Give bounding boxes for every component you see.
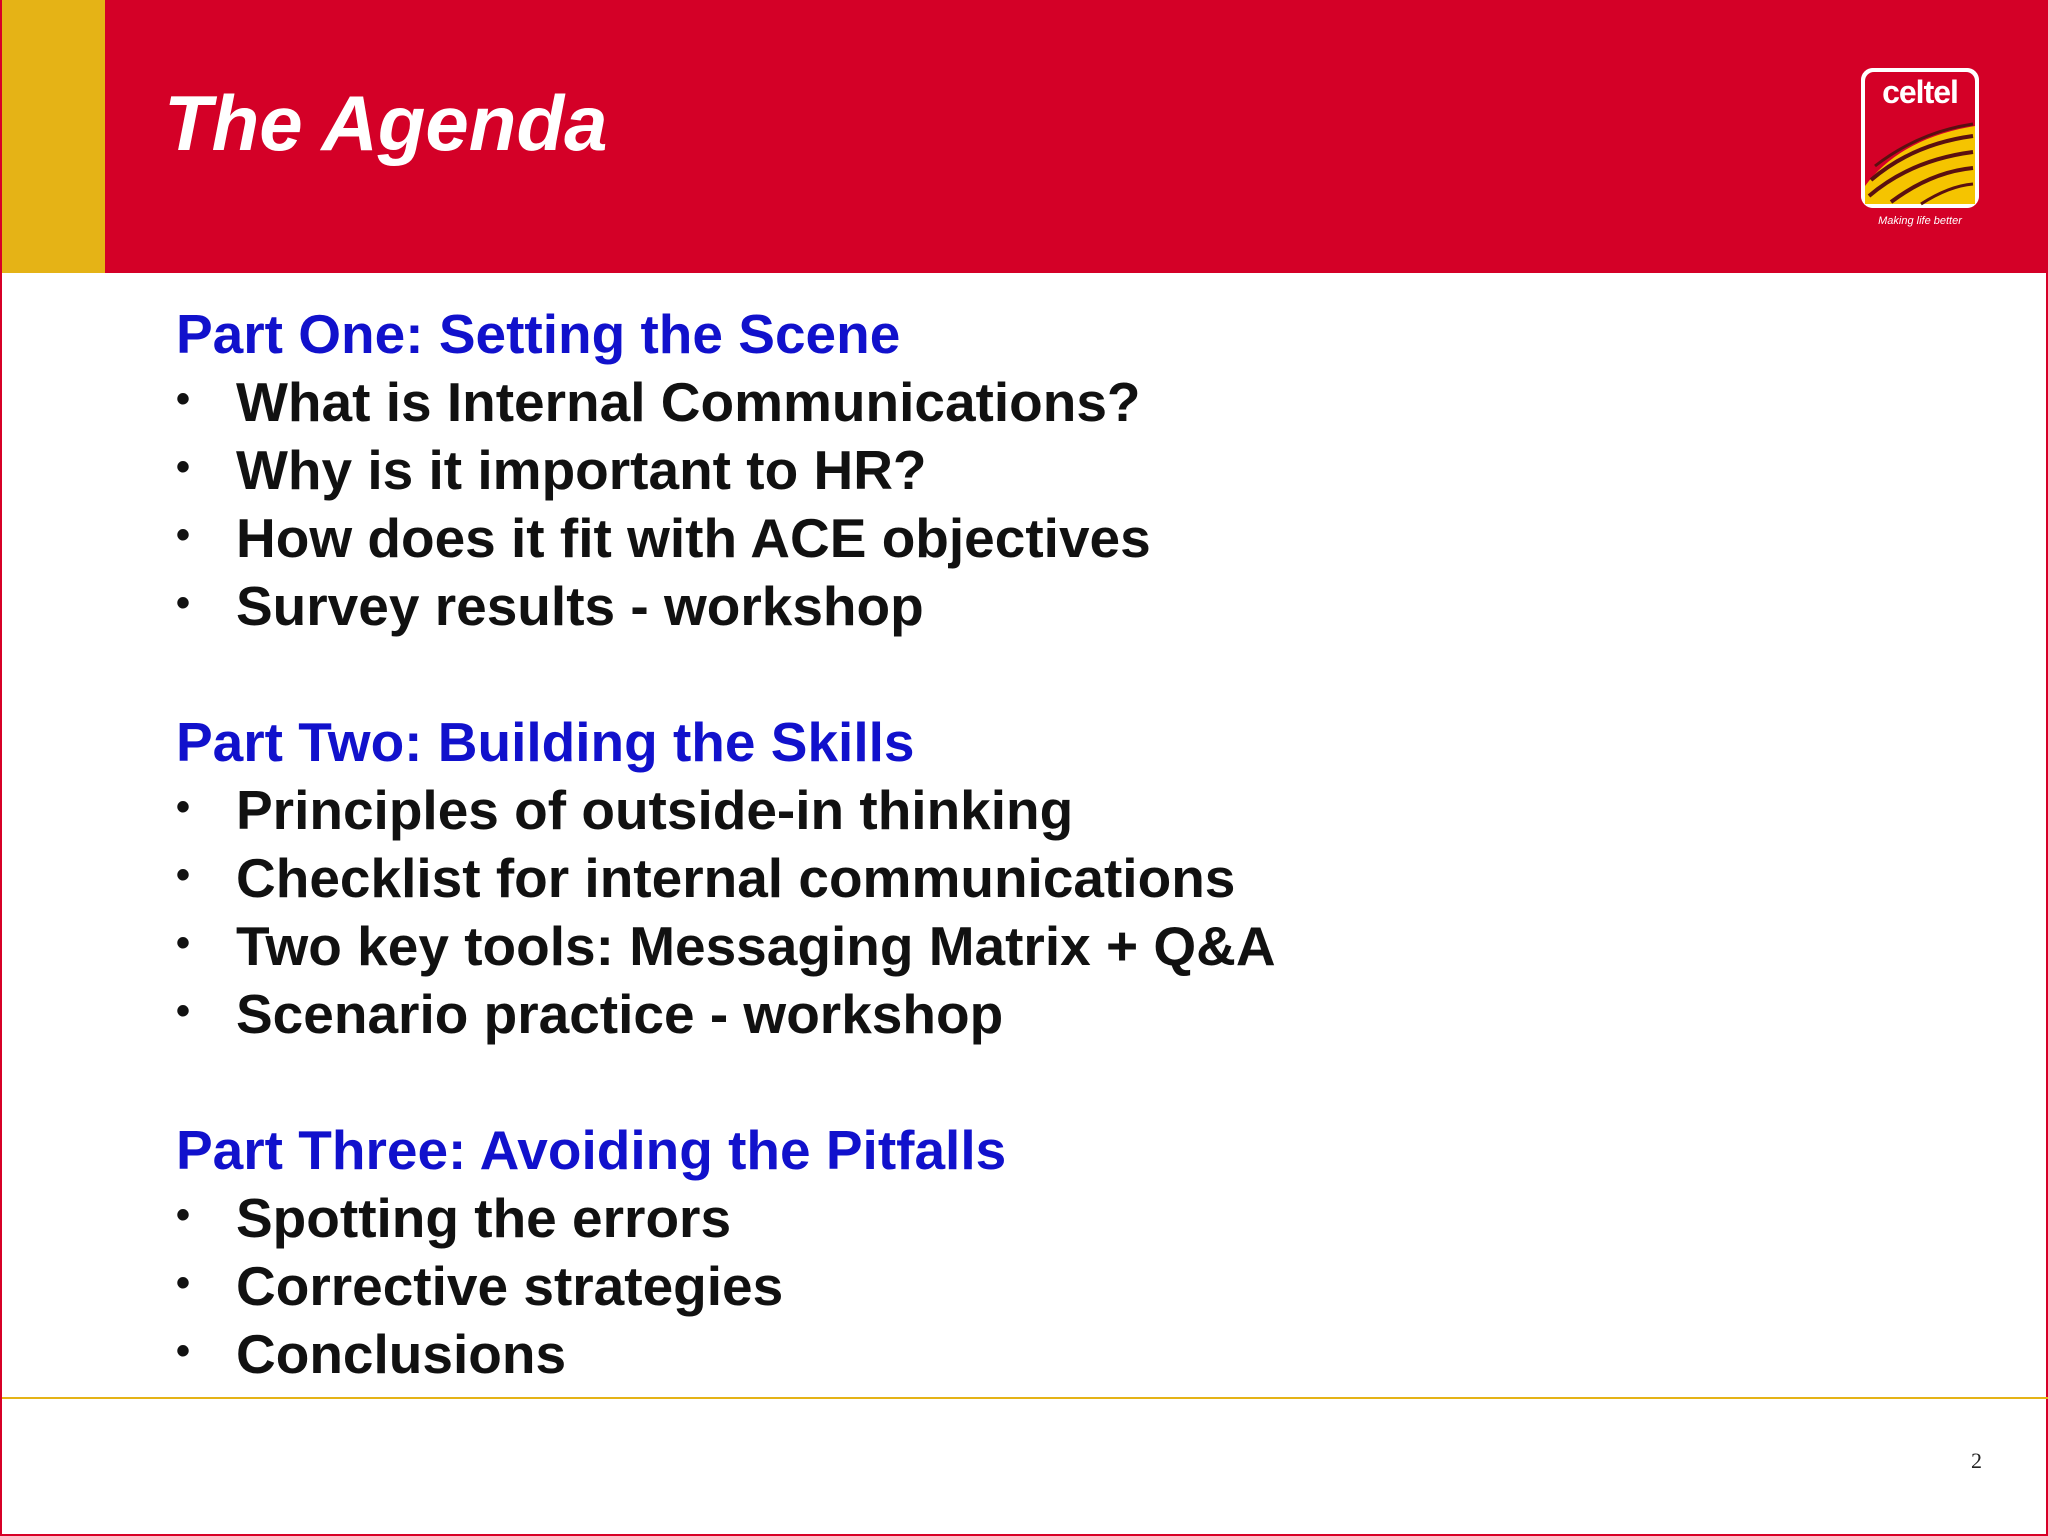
- agenda-content: [176, 300, 1876, 1456]
- bullet-item: [176, 368, 1876, 436]
- logo-tagline: Making life better: [1878, 215, 1962, 227]
- bullet-dot-icon: •: [176, 1193, 191, 1237]
- footer-divider: [2, 1397, 2048, 1399]
- bullet-dot-icon: •: [176, 1261, 191, 1305]
- bullet-text: Two key tools: Messaging Matrix + Q&A: [236, 915, 1276, 977]
- bullet-list: [176, 368, 1876, 640]
- bullet-text: Spotting the errors: [236, 1187, 732, 1249]
- bullet-item: [176, 980, 1876, 1048]
- section-heading: Part Two: Building the Skills: [176, 711, 915, 773]
- bullet-dot-icon: •: [176, 581, 191, 625]
- header-accent-stripe: [2, 0, 105, 273]
- agenda-section-part-one: [176, 300, 1876, 640]
- bullet-text: Corrective strategies: [236, 1255, 784, 1317]
- celtel-logo: [1861, 68, 1983, 233]
- bullet-list: [176, 1184, 1876, 1388]
- section-heading: Part Three: Avoiding the Pitfalls: [176, 1119, 1007, 1181]
- bullet-text: Why is it important to HR?: [236, 439, 927, 501]
- bullet-item: [176, 436, 1876, 504]
- bullet-text: Conclusions: [236, 1323, 567, 1385]
- slide-header: [2, 0, 2048, 273]
- bullet-dot-icon: •: [176, 785, 191, 829]
- bullet-dot-icon: •: [176, 1329, 191, 1373]
- bullet-dot-icon: •: [176, 921, 191, 965]
- bullet-dot-icon: •: [176, 853, 191, 897]
- bullet-item: [176, 912, 1876, 980]
- bullet-text: What is Internal Communications?: [236, 371, 1141, 433]
- bullet-text: Principles of outside-in thinking: [236, 779, 1074, 841]
- agenda-section-part-three: [176, 1116, 1876, 1388]
- bullet-dot-icon: •: [176, 377, 191, 421]
- slide-title: The Agenda: [164, 79, 608, 167]
- page-number: 2: [1971, 1448, 1982, 1473]
- logo-badge: [1861, 68, 1979, 208]
- bullet-dot-icon: •: [176, 445, 191, 489]
- bullet-dot-icon: •: [176, 513, 191, 557]
- bullet-item: [176, 1252, 1876, 1320]
- bullet-text: How does it fit with ACE objectives: [236, 507, 1151, 569]
- logo-wordmark: celtel: [1882, 74, 1958, 110]
- bullet-text: Checklist for internal communications: [236, 847, 1236, 909]
- bullet-item: [176, 844, 1876, 912]
- bullet-text: Survey results - workshop: [236, 575, 924, 637]
- section-heading: Part One: Setting the Scene: [176, 303, 901, 365]
- bullet-item: [176, 1184, 1876, 1252]
- bullet-list: [176, 776, 1876, 1048]
- bullet-item: [176, 572, 1876, 640]
- bullet-item: [176, 776, 1876, 844]
- bullet-text: Scenario practice - workshop: [236, 983, 1004, 1045]
- bullet-item: [176, 504, 1876, 572]
- agenda-section-part-two: [176, 708, 1876, 1048]
- bullet-item: [176, 1320, 1876, 1388]
- bullet-dot-icon: •: [176, 989, 191, 1033]
